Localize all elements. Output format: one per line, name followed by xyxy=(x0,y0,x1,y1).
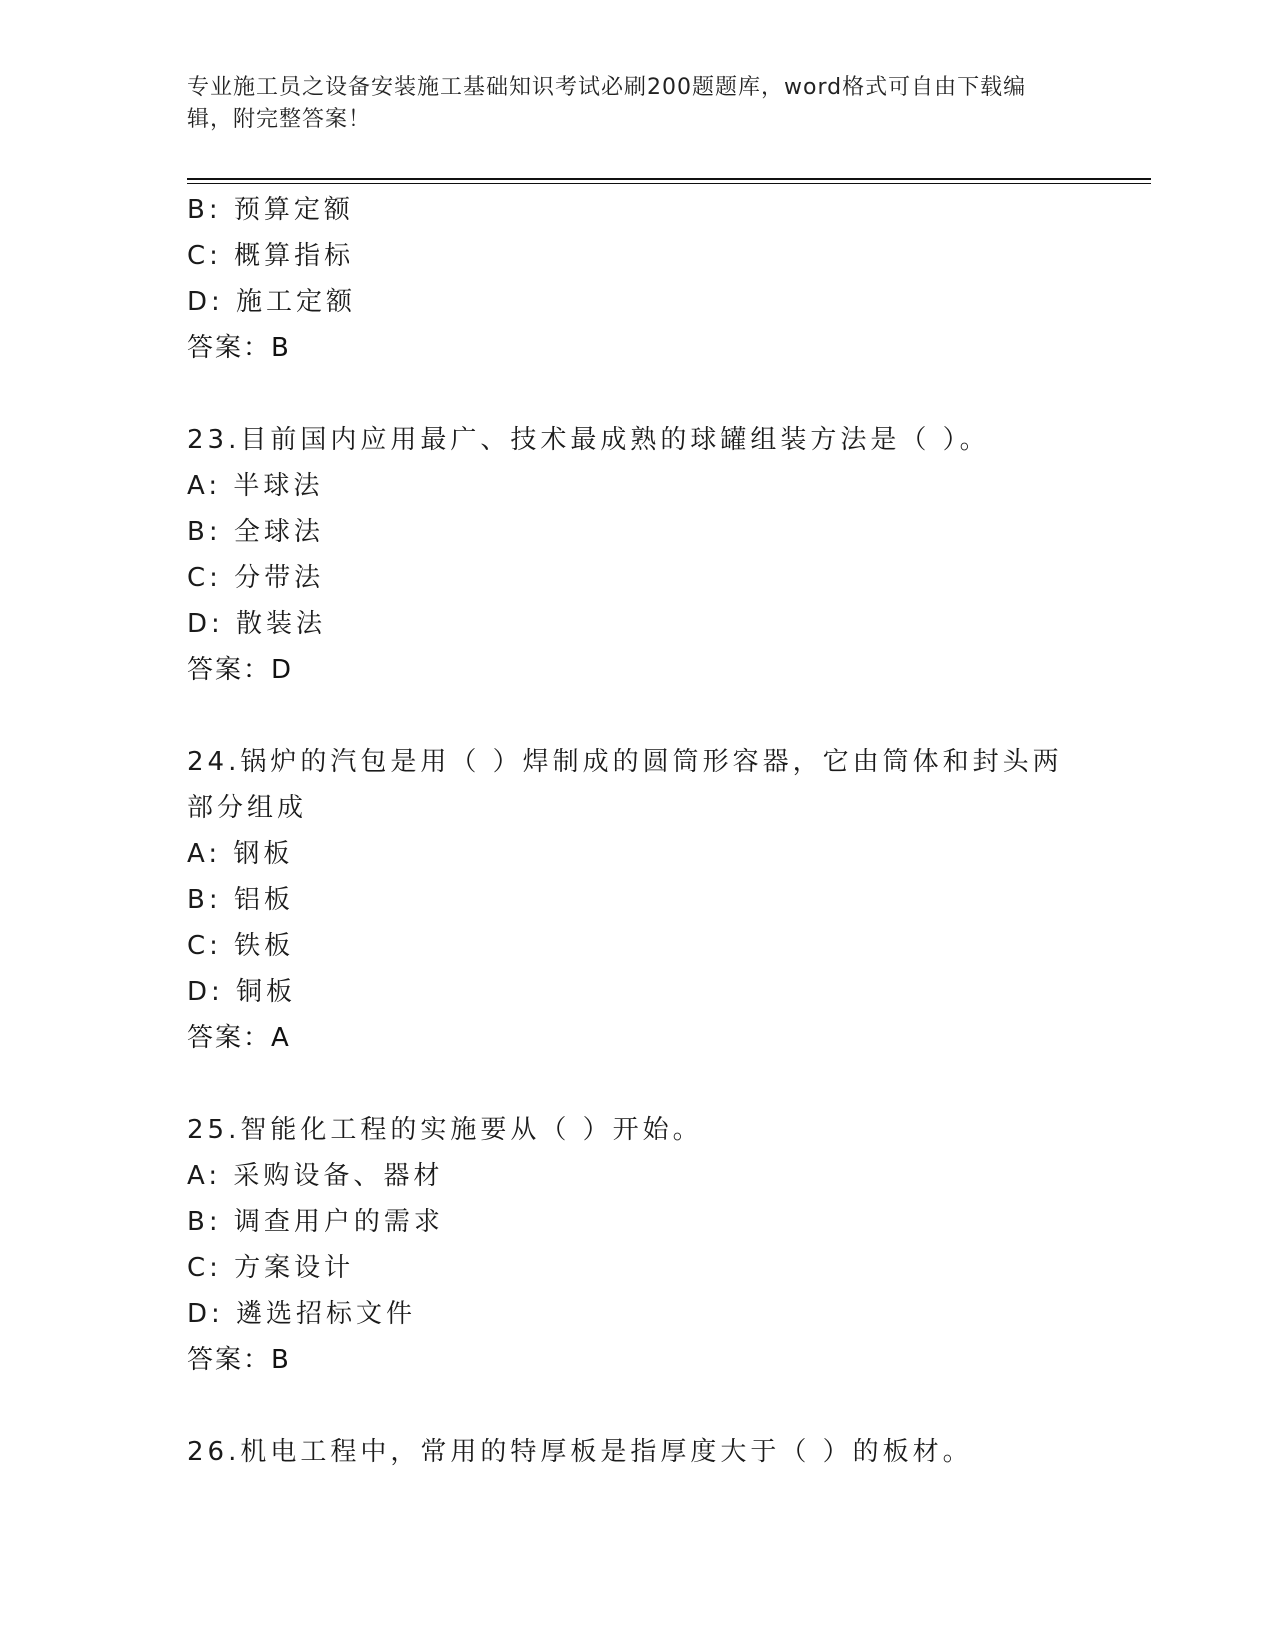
option-b: B: 调查用户的需求 xyxy=(187,1207,444,1237)
option-b: B: 预算定额 xyxy=(187,195,354,225)
question-text: 23.目前国内应用最广、技术最成熟的球罐组装方法是（ ）。 xyxy=(187,425,990,455)
option-b: B: 全球法 xyxy=(187,517,324,547)
option-a: A: 钢板 xyxy=(187,839,294,869)
option-a: A: 采购设备、器材 xyxy=(187,1161,444,1191)
question-text: 24.锅炉的汽包是用（ ）焊制成的圆筒形容器，它由筒体和封头两部分组成 xyxy=(187,747,1063,823)
answer: 答案：A xyxy=(187,1023,291,1053)
answer: 答案：B xyxy=(187,1345,291,1375)
header-rule-thick xyxy=(187,178,1151,180)
option-a: A: 半球法 xyxy=(187,471,324,501)
question-text: 26.机电工程中，常用的特厚板是指厚度大于（ ）的板材。 xyxy=(187,1437,973,1467)
option-b: B: 铝板 xyxy=(187,885,294,915)
question-22-continued xyxy=(187,187,1147,371)
answer: 答案：B xyxy=(187,333,291,363)
question-25 xyxy=(187,1107,1147,1383)
option-d: D: 铜板 xyxy=(187,977,297,1007)
option-c: C: 方案设计 xyxy=(187,1253,355,1283)
option-d: D: 散装法 xyxy=(187,609,327,639)
question-23 xyxy=(187,417,1147,693)
question-text: 25.智能化工程的实施要从（ ）开始。 xyxy=(187,1115,703,1145)
answer: 答案：D xyxy=(187,655,294,685)
question-24 xyxy=(187,739,1147,1061)
question-list xyxy=(187,187,1147,1475)
option-c: C: 概算指标 xyxy=(187,241,355,271)
option-d: D: 遴选招标文件 xyxy=(187,1299,417,1329)
document-header: 专业施工员之设备安装施工基础知识考试必刷200题题库，word格式可自由下载编辑，附完整答案！ xyxy=(187,75,1027,132)
option-d: D: 施工定额 xyxy=(187,287,357,317)
option-c: C: 铁板 xyxy=(187,931,295,961)
header-rule-thin xyxy=(187,183,1151,184)
question-26 xyxy=(187,1429,1147,1475)
option-c: C: 分带法 xyxy=(187,563,325,593)
